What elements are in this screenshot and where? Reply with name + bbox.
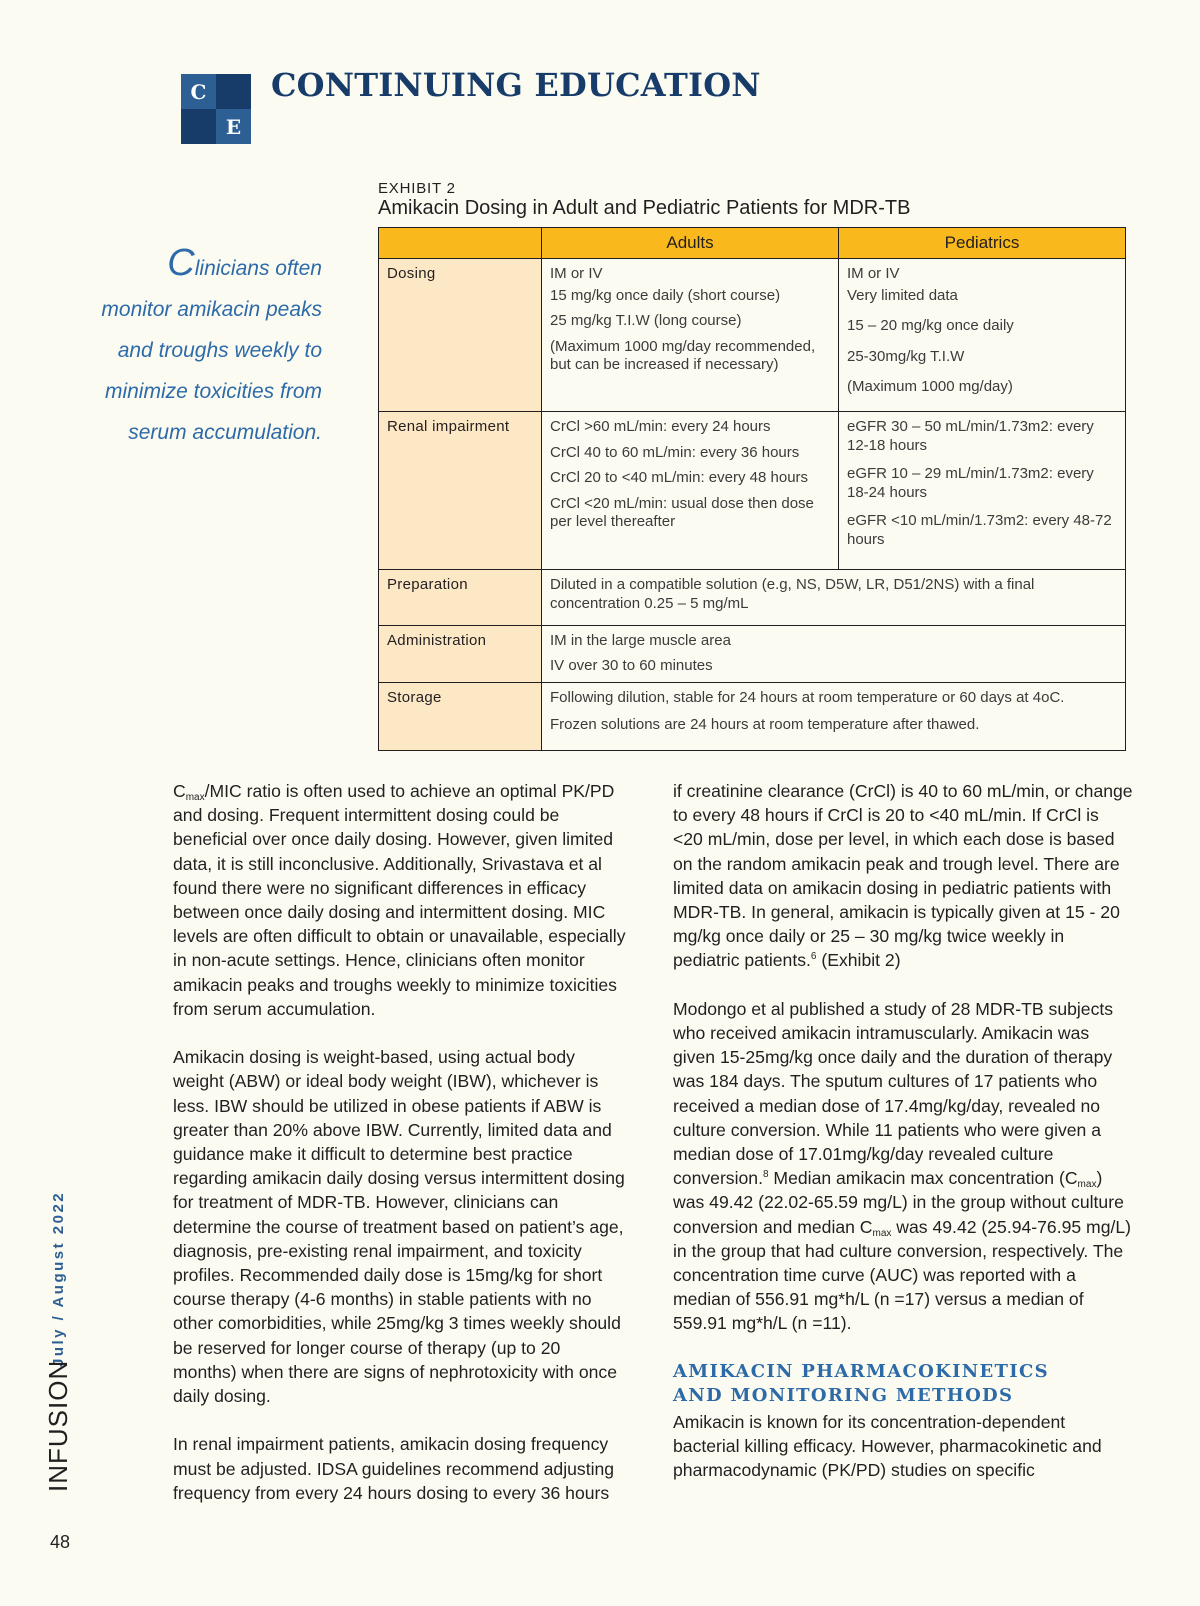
body-paragraph bbox=[173, 779, 628, 1021]
table-row-storage bbox=[379, 683, 1126, 751]
exhibit-label: EXHIBIT 2 bbox=[378, 180, 456, 197]
cell-renal-adults bbox=[542, 412, 839, 570]
body-text: Median amikacin max concentration (C bbox=[768, 1168, 1078, 1189]
cell-line: IV over 30 to 60 minutes bbox=[550, 656, 713, 674]
cell-line: Frozen solutions are 24 hours at room temperature after thawed. bbox=[550, 715, 980, 733]
cell-line: IM or IV bbox=[550, 265, 603, 282]
row-label-storage: Storage bbox=[379, 683, 542, 751]
row-label-preparation: Preparation bbox=[379, 570, 542, 626]
page-number: 48 bbox=[50, 1532, 71, 1552]
body-text: (Exhibit 2) bbox=[816, 950, 901, 971]
ce-logo-c: C bbox=[181, 74, 216, 109]
cmax-subscript: max bbox=[185, 792, 205, 803]
cell-dosing-adults bbox=[542, 259, 839, 412]
col-header-pediatrics: Pediatrics bbox=[839, 228, 1126, 259]
cell-line: CrCl >60 mL/min: every 24 hours bbox=[550, 418, 771, 435]
issue-date: July / August 2022 bbox=[50, 1190, 67, 1367]
row-label-dosing: Dosing bbox=[379, 259, 542, 412]
cell-line: CrCl <20 mL/min: usual dose then dose per level thereafter bbox=[550, 494, 814, 530]
subheading-line: AND MONITORING METHODS bbox=[673, 1384, 1014, 1406]
body-text: if creatinine clearance (CrCl) is 40 to 60 mL/min, or change to every 48 hours if CrCl is 20 to <40 mL/min. If CrCl is <20 mL/min, dose per level, in which each dose is based on the random amikacin peak and trough level. There are limited data on amikacin dosing in pediatric patients with MDR-TB. In general, amikacin is typically given at 15 - 20 mg/kg once daily or 25 – 30 mg/kg twice weekly in pediatric patients. bbox=[673, 781, 1133, 971]
table-row-preparation bbox=[379, 570, 1126, 626]
cell-line: Diluted in a compatible solution (e.g, NS, D5W, LR, D51/2NS) with a final concentration 0.25 – 5 mg/mL bbox=[550, 576, 1035, 612]
body-text: ) was 49.42 (22.02-65.59 mg/L) in the group without culture conversion and median C bbox=[673, 1168, 1124, 1237]
table-row-renal bbox=[379, 412, 1126, 570]
cell-line: IM or IV bbox=[847, 265, 900, 282]
body-text: was 49.42 (25.94-76.95 mg/L) in the group that had culture conversion, respectively. The concentration time curve (AUC) was reported with a median of 556.91 mg*h/L (n =17) versus a median of 559.91 mg*h/L (n =11). bbox=[673, 1216, 1132, 1334]
col-header-adults: Adults bbox=[542, 228, 839, 259]
cell-line: eGFR <10 mL/min/1.73m2: every 48-72 hours bbox=[847, 512, 1112, 548]
cell-line: IM in the large muscle area bbox=[550, 632, 731, 649]
table-header-row bbox=[379, 228, 1126, 259]
subheading-line: AMIKACIN PHARMACOKINETICS bbox=[673, 1360, 1049, 1382]
pull-quote-dropcap: C bbox=[167, 242, 195, 284]
cell-line: eGFR 10 – 29 mL/min/1.73m2: every 18-24 hours bbox=[847, 465, 1094, 501]
table-row-dosing bbox=[379, 259, 1126, 412]
cmax-subscript: max bbox=[1077, 1179, 1097, 1191]
cmax-subscript: max bbox=[872, 1227, 892, 1239]
body-paragraph: In renal impairment patients, amikacin dosing frequency must be adjusted. IDSA guidelines recommend adjusting frequency from every 24 hours dosing to every 36 hours bbox=[173, 1434, 615, 1503]
row-label-administration: Administration bbox=[379, 626, 542, 683]
reference-superscript: 6 bbox=[810, 951, 817, 963]
pull-quote bbox=[100, 242, 322, 453]
body-column-right bbox=[673, 779, 1133, 1507]
row-label-renal: Renal impairment bbox=[379, 412, 542, 570]
body-paragraph bbox=[673, 997, 1133, 1336]
ce-logo-block bbox=[181, 109, 216, 144]
cell-line: 25 mg/kg T.I.W (long course) bbox=[550, 312, 742, 329]
exhibit-title: Amikacin Dosing in Adult and Pediatric Patients for MDR-TB bbox=[378, 197, 911, 219]
cell-line: Very limited data bbox=[847, 286, 958, 304]
cell-line: CrCl 20 to <40 mL/min: every 48 hours bbox=[550, 469, 809, 486]
cell-line: 15 – 20 mg/kg once daily bbox=[847, 317, 1014, 334]
cell-preparation bbox=[542, 570, 1126, 626]
cell-renal-pediatrics bbox=[839, 412, 1126, 570]
table-row-administration bbox=[379, 626, 1126, 683]
cell-line: Following dilution, stable for 24 hours at room temperature or 60 days at 4oC. bbox=[550, 689, 1065, 706]
cell-line: (Maximum 1000 mg/day) bbox=[847, 378, 1013, 395]
body-text: Modongo et al published a study of 28 MDR-TB subjects who received amikacin intramuscularly. Amikacin was given 15-25mg/kg once daily and the duration of therapy was 184 days. The sputum cultures of 17 patients who received a median dose of 17.4mg/kg/day, revealed no culture conversion. While 11 patients who were given a median dose of 17.01mg/kg/day revealed culture conversion. bbox=[673, 998, 1114, 1189]
body-paragraph bbox=[673, 779, 1133, 973]
section-title: CONTINUING EDUCATION bbox=[271, 66, 761, 104]
cmax-symbol: C bbox=[173, 781, 186, 801]
cell-line: CrCl 40 to 60 mL/min: every 36 hours bbox=[550, 443, 800, 461]
body-text: /MIC ratio is often used to achieve an optimal PK/PD and dosing. Frequent intermittent dosing could be beneficial over once daily dosing. However, given limited data, it is still inconclusive. Additionally, Srivastava et al found there were no significant differences in efficacy between once daily dosing and intermittent dosing. MIC levels are often difficult to obtain or unavailable, especially in non-acute settings. Hence, clinicians often monitor amikacin peaks and troughs weekly to minimize toxicities from serum accumulation. bbox=[173, 781, 626, 1019]
pull-quote-text: linicians often monitor amikacin peaks and troughs weekly to minimize toxicities from serum accumulation. bbox=[101, 257, 322, 444]
body-paragraph: Amikacin is known for its concentration-dependent bacterial killing efficacy. However, pharmacokinetic and pharmacodynamic (PK/PD) studies on specific bbox=[673, 1411, 1102, 1481]
magazine-brand: INFUSION bbox=[43, 1359, 73, 1492]
section-subheading bbox=[673, 1360, 1133, 1408]
body-paragraph: Amikacin dosing is weight-based, using actual body weight (ABW) or ideal body weight (IBW), whichever is less. IBW should be utilized in obese patients if ABW is greater than 20% above IBW. Currently, limited data and guidance make it difficult to determine best practice regarding amikacin daily dosing versus intermittent dosing for treatment of MDR-TB. However, clinicians can determine the course of treatment based on patient’s age, diagnosis, pre-existing renal impairment, and toxicity profiles. Recommended daily dose is 15mg/kg for short course therapy (4-6 months) in stable patients with no other comorbidities, while 25mg/kg 3 times weekly should be reserved for longer course of therapy (up to 20 months) when there are signs of nephrotoxicity with once daily dosing. bbox=[173, 1047, 625, 1407]
cell-line: eGFR 30 – 50 mL/min/1.73m2: every 12-18 hours bbox=[847, 418, 1094, 454]
cell-line: (Maximum 1000 mg/day recommended, but can be increased if necessary) bbox=[550, 337, 816, 373]
table-corner bbox=[379, 228, 542, 259]
body-column-left bbox=[173, 779, 628, 1529]
cell-line: 15 mg/kg once daily (short course) bbox=[550, 286, 781, 304]
cell-line: 25-30mg/kg T.I.W bbox=[847, 347, 965, 365]
cell-dosing-pediatrics bbox=[839, 259, 1126, 412]
reference-superscript: 8 bbox=[762, 1169, 769, 1181]
cell-administration bbox=[542, 626, 1126, 683]
ce-logo-block bbox=[216, 74, 251, 109]
ce-logo-e: E bbox=[216, 109, 251, 144]
ce-logo bbox=[181, 74, 251, 144]
cell-storage bbox=[542, 683, 1126, 751]
dosing-table bbox=[378, 227, 1126, 751]
